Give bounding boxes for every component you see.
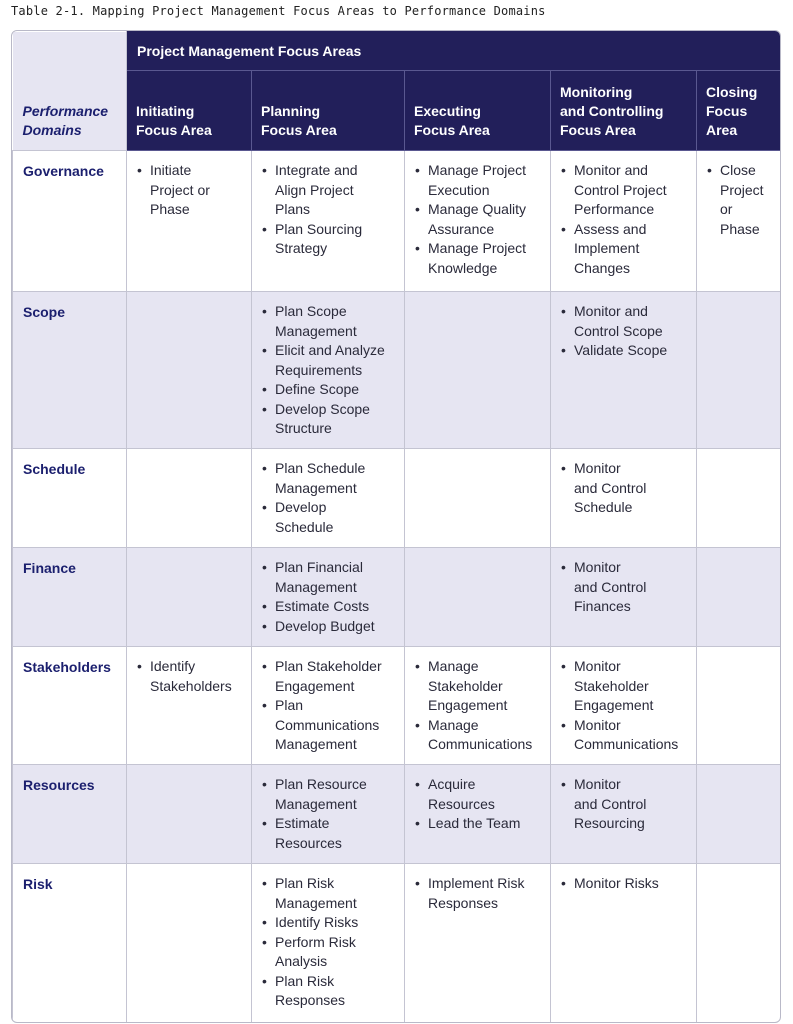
process-item bbox=[413, 239, 546, 278]
domain-label: Risk bbox=[13, 864, 127, 1024]
focus-area-line: Executing bbox=[414, 103, 481, 119]
cell-monitoring-controlling bbox=[551, 548, 697, 647]
cell-initiating bbox=[127, 647, 252, 765]
process-item bbox=[413, 874, 546, 913]
process-item-line: • Estimate Costs bbox=[275, 598, 370, 614]
process-item-line: • Monitor bbox=[574, 776, 621, 792]
process-item bbox=[260, 380, 400, 400]
cell-planning bbox=[252, 292, 405, 449]
process-item-line: • Plan Stakeholder bbox=[275, 658, 382, 674]
focus-area-line: Planning bbox=[261, 103, 321, 119]
process-item bbox=[260, 400, 400, 439]
process-item-line: Strategy bbox=[275, 240, 328, 256]
process-list bbox=[559, 657, 692, 755]
focus-area-line: Closing bbox=[706, 84, 758, 100]
cell-initiating bbox=[127, 765, 252, 864]
process-item bbox=[260, 874, 400, 913]
domain-label: Schedule bbox=[13, 449, 127, 548]
cell-monitoring-controlling bbox=[551, 765, 697, 864]
process-list bbox=[413, 657, 546, 755]
process-item bbox=[260, 617, 400, 637]
process-item-line: • Define Scope bbox=[275, 381, 360, 397]
process-item-line: Resourcing bbox=[574, 815, 645, 831]
process-item-line: Responses bbox=[275, 992, 346, 1008]
process-list bbox=[260, 302, 400, 439]
focus-area-header-initiating bbox=[127, 71, 252, 151]
focus-area-line: Area bbox=[706, 122, 738, 138]
process-list bbox=[413, 161, 546, 278]
process-item-line: • Develop Budget bbox=[275, 617, 375, 634]
process-item bbox=[559, 161, 692, 220]
process-item bbox=[413, 657, 546, 716]
process-item-line: Stakeholders bbox=[150, 677, 232, 694]
process-item bbox=[413, 716, 546, 755]
process-item-line: Management bbox=[275, 322, 357, 339]
table-row bbox=[13, 292, 781, 449]
process-item-line: • Implement Risk bbox=[428, 875, 525, 891]
process-item-line: Knowledge bbox=[428, 259, 498, 276]
process-list bbox=[559, 775, 692, 834]
process-item-line: • Manage Project bbox=[428, 162, 527, 178]
process-item-line: • Validate Scope bbox=[574, 342, 668, 358]
table-row bbox=[13, 449, 781, 548]
process-item-line: Performance bbox=[574, 201, 655, 217]
domains-label-line1: Performance bbox=[22, 103, 109, 119]
process-item-line: Stakeholder bbox=[428, 677, 503, 694]
process-item bbox=[705, 161, 776, 239]
process-item-line: Engagement bbox=[574, 697, 654, 713]
process-item bbox=[260, 341, 400, 380]
process-item-line: • Assess and bbox=[574, 220, 647, 237]
process-item bbox=[260, 161, 400, 220]
process-list bbox=[413, 775, 546, 834]
cell-executing bbox=[405, 151, 551, 292]
process-item-line: • Estimate bbox=[275, 815, 330, 831]
cell-closing bbox=[697, 151, 781, 292]
process-item-line: • Monitor bbox=[574, 460, 621, 476]
process-list bbox=[705, 161, 776, 239]
process-item-line: Communications bbox=[428, 736, 533, 752]
process-item-line: • Plan Risk bbox=[275, 972, 335, 989]
process-item-line: Phase bbox=[150, 201, 190, 217]
focus-area-header-monitoring-controlling bbox=[551, 71, 697, 151]
process-item-line: • Monitor and bbox=[574, 303, 648, 319]
process-item bbox=[260, 302, 400, 341]
process-item-line: Engagement bbox=[275, 677, 355, 694]
cell-executing bbox=[405, 765, 551, 864]
process-item bbox=[413, 775, 546, 814]
table-body bbox=[13, 151, 781, 1024]
cell-monitoring-controlling bbox=[551, 647, 697, 765]
performance-domains-header bbox=[13, 32, 127, 151]
process-item-line: Project bbox=[720, 181, 764, 198]
focus-area-line: Focus bbox=[706, 103, 748, 119]
cell-monitoring-controlling bbox=[551, 292, 697, 449]
cell-executing bbox=[405, 292, 551, 449]
focus-area-domain-table bbox=[12, 31, 781, 1023]
cell-initiating bbox=[127, 548, 252, 647]
process-item-line: • Plan Schedule bbox=[275, 460, 366, 476]
cell-planning bbox=[252, 765, 405, 864]
process-item-line: • Close bbox=[720, 162, 756, 178]
process-item-line: • Integrate and bbox=[275, 162, 358, 178]
process-item-line: • Identify Risks bbox=[275, 914, 359, 930]
focus-area-line: Focus Area bbox=[261, 122, 337, 138]
process-item-line: • Acquire bbox=[428, 776, 476, 792]
process-item bbox=[260, 558, 400, 597]
cell-monitoring-controlling bbox=[551, 864, 697, 1024]
process-item bbox=[260, 775, 400, 814]
process-item-line: Communications bbox=[574, 736, 679, 752]
process-item bbox=[135, 657, 247, 696]
process-item bbox=[413, 161, 546, 200]
process-item-line: Communications bbox=[275, 716, 380, 733]
process-list bbox=[260, 874, 400, 1011]
process-item-line: • Manage bbox=[428, 716, 479, 733]
domains-label-line2: Domains bbox=[22, 122, 82, 138]
cell-closing bbox=[697, 548, 781, 647]
process-item-line: Resources bbox=[275, 834, 342, 851]
process-item bbox=[559, 775, 692, 834]
focus-area-header-executing bbox=[405, 71, 551, 151]
process-item-line: Schedule bbox=[275, 518, 334, 535]
cell-closing bbox=[697, 647, 781, 765]
process-item-line: and Control bbox=[574, 479, 647, 496]
process-item bbox=[559, 302, 692, 341]
process-list bbox=[260, 775, 400, 853]
process-item-line: Analysis bbox=[275, 953, 328, 969]
process-item-line: • Manage bbox=[428, 658, 479, 674]
focus-area-line: Focus Area bbox=[414, 122, 490, 138]
cell-initiating bbox=[127, 864, 252, 1024]
process-item bbox=[260, 220, 400, 259]
process-item-line: Management bbox=[275, 894, 357, 911]
table-row bbox=[13, 647, 781, 765]
cell-planning bbox=[252, 647, 405, 765]
focus-area-line: Initiating bbox=[136, 103, 195, 119]
cell-executing bbox=[405, 864, 551, 1024]
process-item-line: • Plan Risk bbox=[275, 875, 335, 891]
domain-label: Governance bbox=[13, 151, 127, 292]
table-row bbox=[13, 765, 781, 864]
cell-executing bbox=[405, 548, 551, 647]
process-item-line: Plans bbox=[275, 201, 311, 217]
cell-initiating bbox=[127, 449, 252, 548]
focus-area-header-planning bbox=[252, 71, 405, 151]
process-item-line: • Elicit and Analyze bbox=[275, 342, 385, 358]
process-item-line: • Identify bbox=[150, 658, 196, 674]
process-list bbox=[260, 657, 400, 755]
process-list bbox=[135, 657, 247, 696]
process-item bbox=[260, 459, 400, 498]
focus-area-line: Focus Area bbox=[560, 122, 636, 138]
process-item-line: • Monitor bbox=[574, 559, 621, 575]
cell-monitoring-controlling bbox=[551, 449, 697, 548]
cell-initiating bbox=[127, 151, 252, 292]
domain-label: Resources bbox=[13, 765, 127, 864]
process-item-line: Align Project bbox=[275, 181, 354, 198]
process-item-line: Structure bbox=[275, 420, 332, 436]
process-list bbox=[559, 558, 692, 617]
process-item-line: Control Scope bbox=[574, 322, 663, 339]
process-item-line: • Plan Resource bbox=[275, 776, 367, 792]
process-item-line: • Initiate bbox=[150, 162, 192, 178]
process-list bbox=[135, 161, 247, 220]
process-item-line: Schedule bbox=[574, 499, 633, 515]
process-item bbox=[559, 657, 692, 716]
focus-area-line: Monitoring bbox=[560, 84, 633, 100]
process-list bbox=[559, 302, 692, 361]
process-item bbox=[260, 498, 400, 537]
cell-planning bbox=[252, 548, 405, 647]
process-item bbox=[559, 220, 692, 279]
process-item-line: • Plan Financial bbox=[275, 559, 363, 575]
process-item-line: and Control bbox=[574, 795, 647, 812]
process-item-line: Implement bbox=[574, 240, 640, 256]
process-list bbox=[559, 874, 692, 894]
process-item-line: Management bbox=[275, 578, 357, 595]
domain-label: Stakeholders bbox=[13, 647, 127, 765]
process-item bbox=[413, 200, 546, 239]
process-item bbox=[135, 161, 247, 220]
cell-planning bbox=[252, 864, 405, 1024]
focus-area-line: Focus Area bbox=[136, 122, 212, 138]
cell-closing bbox=[697, 292, 781, 449]
process-item bbox=[559, 459, 692, 518]
focus-area-line: and Controlling bbox=[560, 103, 664, 119]
process-list bbox=[559, 161, 692, 278]
process-item-line: Resources bbox=[428, 795, 495, 812]
cell-executing bbox=[405, 647, 551, 765]
process-item bbox=[260, 657, 400, 696]
cell-closing bbox=[697, 449, 781, 548]
process-item-line: • Manage Project bbox=[428, 240, 527, 256]
domain-label: Scope bbox=[13, 292, 127, 449]
process-item-line: • Monitor bbox=[574, 716, 621, 733]
process-item-line: Execution bbox=[428, 181, 490, 198]
process-item-line: • Develop bbox=[275, 499, 327, 515]
cell-closing bbox=[697, 864, 781, 1024]
process-item-line: • Plan Sourcing bbox=[275, 220, 363, 237]
process-item-line: • Develop Scope bbox=[275, 400, 370, 417]
process-item bbox=[260, 696, 400, 755]
process-item-line: Phase bbox=[720, 220, 760, 237]
process-item bbox=[260, 597, 400, 617]
process-item-line: Management bbox=[275, 736, 357, 752]
process-item-line: Management bbox=[275, 795, 357, 812]
process-item bbox=[559, 874, 692, 894]
process-item-line: • Monitor and bbox=[574, 162, 648, 178]
process-list bbox=[413, 874, 546, 913]
process-item-line: Stakeholder bbox=[574, 677, 649, 694]
process-item-line: Assurance bbox=[428, 220, 495, 237]
cell-planning bbox=[252, 151, 405, 292]
process-item bbox=[260, 814, 400, 853]
process-item-line: Control Project bbox=[574, 181, 667, 198]
cell-executing bbox=[405, 449, 551, 548]
process-item-line: or bbox=[720, 201, 733, 217]
process-item bbox=[559, 341, 692, 361]
process-item-line: Project or bbox=[150, 181, 210, 198]
process-item bbox=[559, 558, 692, 617]
process-item-line: • Monitor Risks bbox=[574, 875, 659, 891]
process-list bbox=[559, 459, 692, 518]
process-item-line: Changes bbox=[574, 259, 631, 276]
table-row bbox=[13, 548, 781, 647]
process-item-line: Engagement bbox=[428, 697, 508, 713]
process-item-line: • Manage Quality bbox=[428, 201, 527, 217]
process-list bbox=[260, 459, 400, 537]
focus-areas-group-header: Project Management Focus Areas bbox=[127, 32, 781, 71]
process-list bbox=[260, 558, 400, 636]
process-item-line: Management bbox=[275, 479, 357, 496]
process-item bbox=[559, 716, 692, 755]
process-item-line: Finances bbox=[574, 598, 631, 614]
table-caption: Table 2-1. Mapping Project Management Focus Areas to Performance Domains bbox=[11, 4, 546, 18]
table-row bbox=[13, 151, 781, 292]
process-item-line: • Perform Risk bbox=[275, 933, 356, 950]
table-row bbox=[13, 864, 781, 1024]
process-item bbox=[260, 972, 400, 1011]
cell-planning bbox=[252, 449, 405, 548]
mapping-table bbox=[11, 30, 781, 1023]
process-item-line: and Control bbox=[574, 578, 647, 595]
process-item-line: • Lead the Team bbox=[428, 815, 521, 831]
cell-monitoring-controlling bbox=[551, 151, 697, 292]
process-item-line: • Plan bbox=[275, 697, 304, 713]
process-item-line: Requirements bbox=[275, 361, 363, 378]
process-item-line: Responses bbox=[428, 894, 499, 911]
domain-label: Finance bbox=[13, 548, 127, 647]
process-item bbox=[413, 814, 546, 834]
cell-closing bbox=[697, 765, 781, 864]
cell-initiating bbox=[127, 292, 252, 449]
process-item-line: • Plan Scope bbox=[275, 303, 347, 319]
process-list bbox=[260, 161, 400, 259]
focus-area-header-closing bbox=[697, 71, 781, 151]
process-item bbox=[260, 933, 400, 972]
process-item bbox=[260, 913, 400, 933]
process-item-line: • Monitor bbox=[574, 658, 621, 674]
